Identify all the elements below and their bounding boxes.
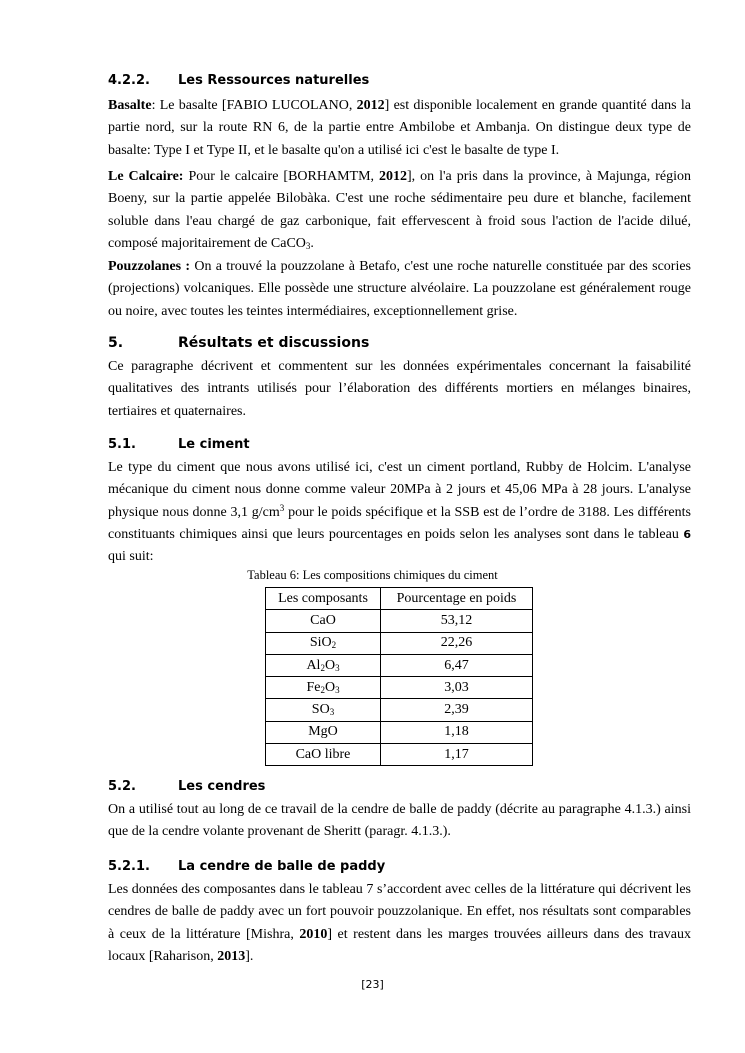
table-row <box>266 721 533 743</box>
column-header: Pourcentage en poids <box>381 588 533 610</box>
percentage-cell: 1,18 <box>381 721 533 743</box>
percentage-cell: 3,03 <box>381 677 533 699</box>
percentage-cell: 53,12 <box>381 610 533 632</box>
section-title: Le ciment <box>178 437 250 452</box>
section-title: Les Ressources naturelles <box>178 73 370 88</box>
section-title: La cendre de balle de paddy <box>178 859 386 874</box>
table-row <box>266 699 533 721</box>
table-caption: Tableau 6: Les compositions chimiques du ciment <box>247 568 498 582</box>
section-heading-5-1 <box>108 437 691 452</box>
chemical-composition-table <box>265 587 533 766</box>
term-pouzzolanes: Pouzzolanes : <box>108 259 191 274</box>
percentage-cell: 22,26 <box>381 632 533 654</box>
section-number: 5.2. <box>108 779 136 794</box>
table-row <box>266 744 533 766</box>
percentage-cell: 6,47 <box>381 654 533 676</box>
column-header: Les composants <box>266 588 381 610</box>
paragraph-cendre-paddy: Les données des composantes dans le tableau 7 s’accordent avec celles de la littérature qui décrivent les cendres de balle de paddy avec un fort pouvoir pouzzolanique. En effet, nos résultats sont comparables à ceux de la littérature [Mishra, 2010] et restent dans les marges trouvées ailleurs dans des travaux locaux [Raharison, 2013]. <box>108 882 691 964</box>
component-cell: $Fe_2O_3$ <box>266 677 381 699</box>
table-reference: 6 <box>683 527 691 541</box>
section-heading-4-2-2 <box>108 73 691 88</box>
percentage-cell: 1,17 <box>381 744 533 766</box>
component-cell: MgO <box>266 721 381 743</box>
page-number: [23] <box>361 978 384 991</box>
section-heading-5-2 <box>108 779 691 794</box>
table-row <box>266 610 533 632</box>
section-number: 5. <box>108 335 124 351</box>
percentage-cell: 2,39 <box>381 699 533 721</box>
component-cell: CaO <box>266 610 381 632</box>
section-title: Les cendres <box>178 779 266 794</box>
paragraph-cendres: On a utilisé tout au long de ce travail de la cendre de balle de paddy (décrite au paragraphe 4.1.3.) ainsi que de la cendre volante provenant de Sheritt (paragr. 4.1.3.). <box>108 802 691 840</box>
section-number: 5.2.1. <box>108 859 150 874</box>
component-cell: $Al_2O_3$ <box>266 654 381 676</box>
paragraph-basalte: Basalte: Le basalte [FABIO LUCOLANO, 2012] est disponible localement en grande quantité dans la partie nord, sur la route RN 6, de la partie entre Ambilobe et Ambanja. On distingue deux type de basalte: Type I et Type II, et le basalte qu'on a utilisé ici c'est le basalte de type I. <box>108 98 691 158</box>
term-calcaire: Le Calcaire: <box>108 169 184 184</box>
section-heading-5 <box>108 335 691 351</box>
table-row <box>266 632 533 654</box>
term-basalte: Basalte <box>108 98 152 113</box>
paragraph-calcaire: Le Calcaire: Pour le calcaire [BORHAMTM, 2012], on l'a pris dans la province, à Majunga, région Boeny, sur la partie appelée Bilobàka. C'est une roche sédimentaire peu dure et blanche, facilement soluble dans l'eau chargé de gaz carbonique, fait effervescent à froid sous l'action de l'acide dilué, composé majoritairement de CaCO$_3$. <box>108 169 691 251</box>
component-cell: $SO_3$ <box>266 699 381 721</box>
section-number: 4.2.2. <box>108 73 150 88</box>
table-row <box>266 677 533 699</box>
paragraph-resultats: Ce paragraphe décrivent et commentent sur les données expérimentales concernant la faisabilité qualitatives des intrants utilisés pour l’élaboration des différents mortiers en mélanges binaires, tertiaires et quaternaires. <box>108 359 691 419</box>
section-heading-5-2-1 <box>108 859 691 874</box>
table-header-row <box>266 588 533 610</box>
section-title: Résultats et discussions <box>178 335 370 351</box>
component-cell: CaO libre <box>266 744 381 766</box>
paragraph-pouzzolanes: Pouzzolanes : On a trouvé la pouzzolane à Betafo, c'est une roche naturelle constituée par des scories (projections) volcaniques. Elle possède une structure alvéolaire. La pouzzolane est généralement rouge ou noire, avec toutes les teintes intermédiaires, exceptionnellement grise. <box>108 259 692 319</box>
paragraph-ciment: Le type du ciment que nous avons utilisé ici, c'est un ciment portland, Rubby de Holcim. L'analyse mécanique du ciment nous donne comme valeur 20MPa à 2 jours et 45,06 MPa à 28 jours. L'analyse physique nous donne 3,1 $g/cm^3$ pour le poids spécifique et la SSB est de l’ordre de 3188. Les différents constituants chimiques ainsi que leurs pourcentages en poids selon les analyses sont dans le tableau 6 qui suit: <box>108 460 691 565</box>
table-row <box>266 654 533 676</box>
section-number: 5.1. <box>108 437 136 452</box>
component-cell: SiO$_2$ <box>266 632 381 654</box>
